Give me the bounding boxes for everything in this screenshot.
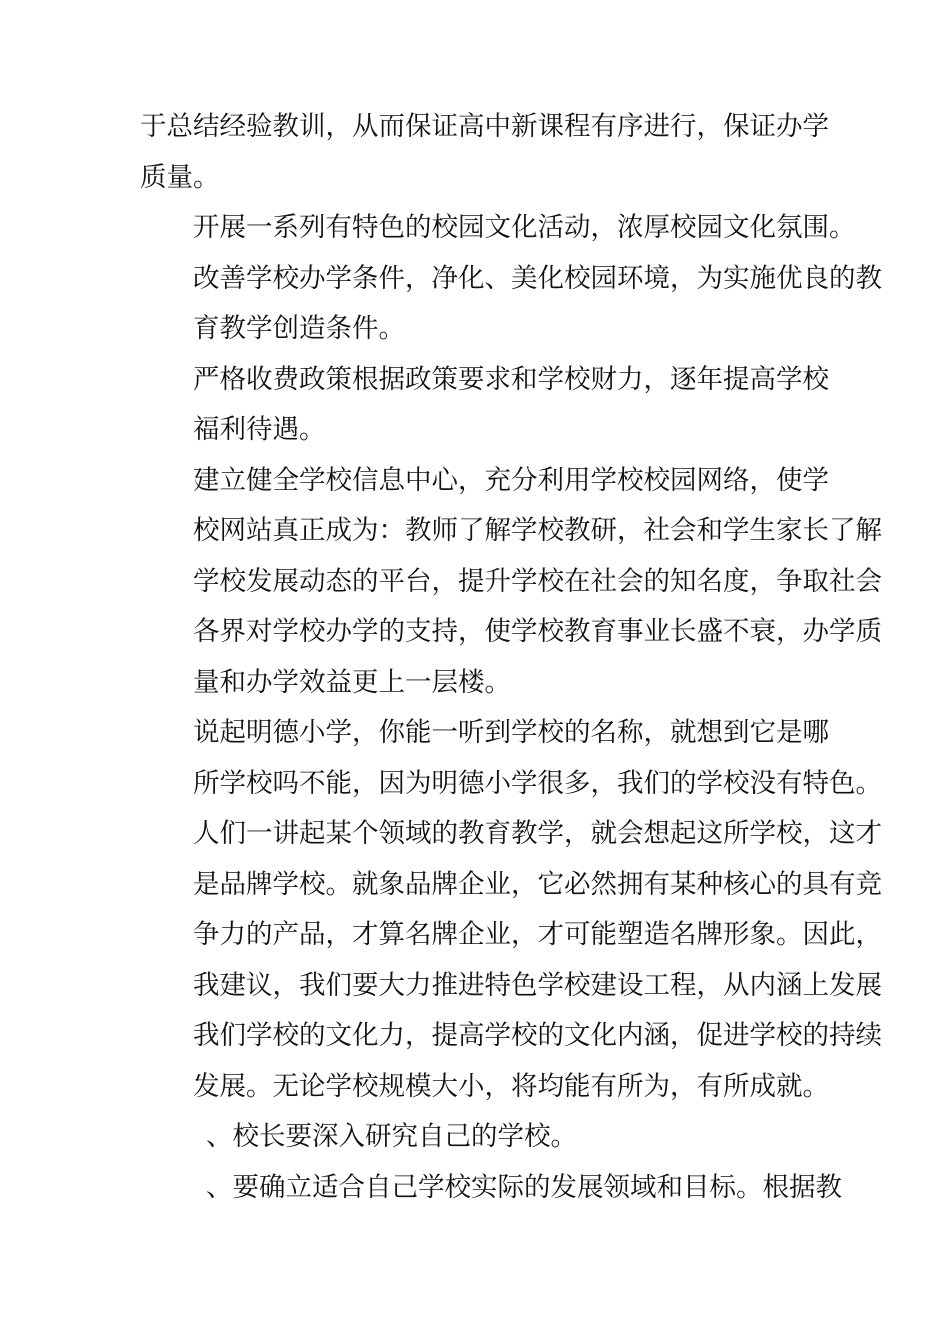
paragraph-fees-policy <box>140 355 829 456</box>
text-line: 质量。 <box>140 161 220 193</box>
text-line: 建立健全学校信息中心，充分利用学校校园网络，使学 <box>193 464 829 496</box>
document-body <box>140 102 882 1213</box>
paragraph-quality <box>140 102 829 203</box>
text-line: 发展。无论学校规模大小，将均能有所为，有所成就。 <box>193 1070 829 1102</box>
text-line: 争力的产品，才算名牌企业，才可能塑造名牌形象。因此， <box>193 919 882 950</box>
text-line: 严格收费政策根据政策要求和学校财力，逐年提高学校 <box>193 363 829 395</box>
text-line: 福利待遇。 <box>193 414 326 445</box>
paragraph-brand-school <box>140 708 882 1112</box>
text-line: 所学校吗不能，因为明德小学很多，我们的学校没有特色。 <box>193 767 882 799</box>
text-line: 育教学创造条件。 <box>193 313 405 344</box>
paragraph-campus-culture <box>140 203 882 355</box>
text-line: 于总结经验教训，从而保证高中新课程有序进行，保证办学 <box>140 111 829 142</box>
text-line: 、校长要深入研究自己的学校。 <box>206 1121 577 1152</box>
list-item-development-goals <box>140 1163 842 1214</box>
text-line: 开展一系列有特色的校园文化活动，浓厚校园文化氛围。 <box>193 212 856 243</box>
text-line: 人们一讲起某个领域的教育教学，就会想起这所学校，这才 <box>193 818 882 849</box>
text-line: 各界对学校办学的支持，使学校教育事业长盛不衰，办学质 <box>193 616 882 647</box>
text-line: 学校发展动态的平台，提升学校在社会的知名度，争取社会 <box>193 565 882 597</box>
text-line: 改善学校办学条件，净化、美化校园环境，为实施优良的教 <box>193 262 882 294</box>
text-line: 量和办学效益更上一层楼。 <box>193 666 511 698</box>
list-item-principal-research <box>140 1112 825 1163</box>
text-line: 校网站真正成为：教师了解学校教研，社会和学生家长了解 <box>193 515 882 546</box>
text-line: 说起明德小学，你能一听到学校的名称，就想到它是哪 <box>193 717 829 748</box>
text-line: 我们学校的文化力，提高学校的文化内涵，促进学校的持续 <box>193 1020 882 1051</box>
paragraph-information-center <box>140 456 882 709</box>
text-line: 、要确立适合自己学校实际的发展领域和目标。根据教 <box>206 1171 842 1203</box>
text-line: 是品牌学校。就象品牌企业，它必然拥有某种核心的具有竞 <box>193 868 882 900</box>
text-line: 我建议，我们要大力推进特色学校建设工程，从内涵上发展 <box>193 969 882 1001</box>
